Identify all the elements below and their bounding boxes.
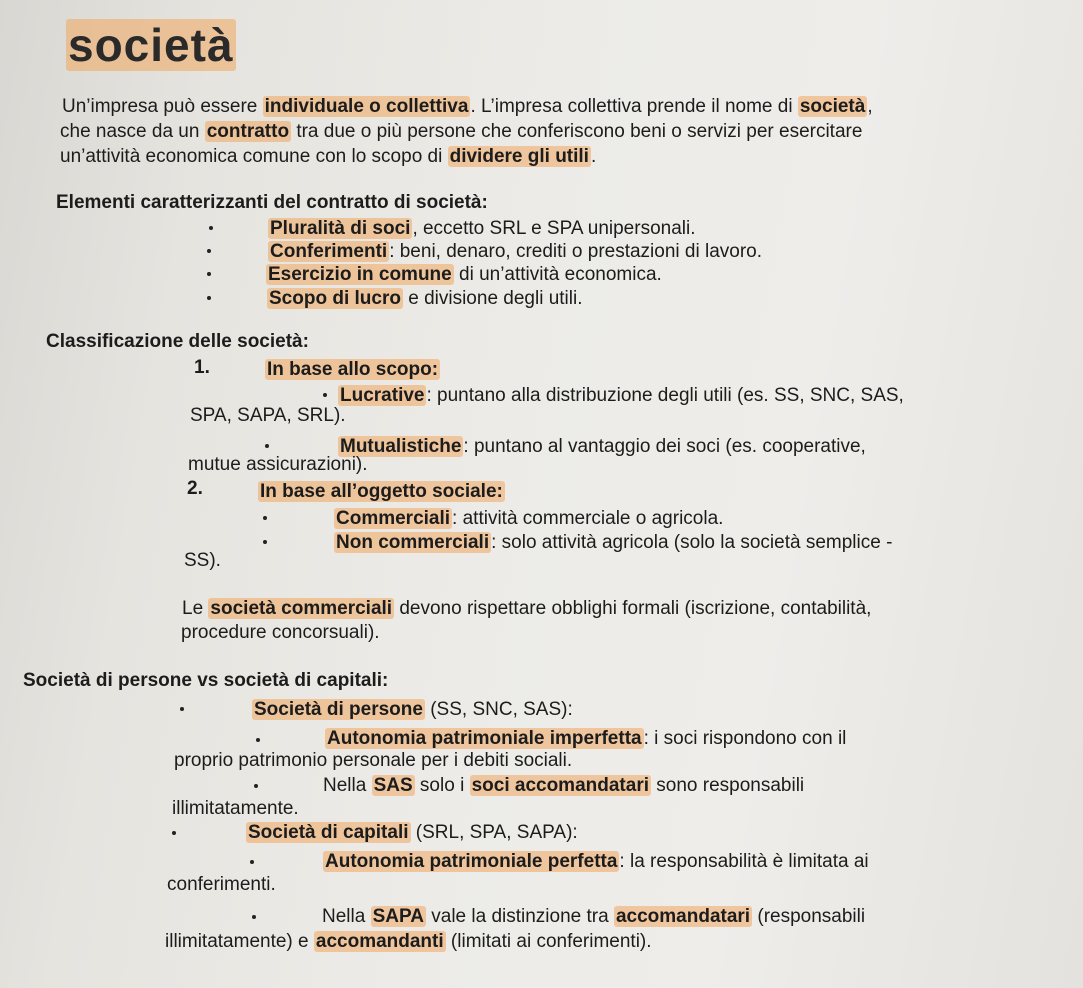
list-item-continuation: proprio patrimonio personale per i debiti sociali.: [174, 750, 573, 771]
list-item: Nella SAS solo i soci accomandatari sono responsabili: [323, 775, 805, 796]
list-number: 2.: [187, 478, 203, 499]
bullet-icon: [263, 540, 267, 544]
bullet-icon: [263, 516, 267, 520]
list-item-continuation: mutue assicurazioni).: [188, 454, 368, 475]
bullet-icon: [172, 831, 176, 835]
bullet-icon: [323, 393, 327, 397]
list-item: Esercizio in comune di un’attività economica.: [268, 264, 662, 285]
list-item: Conferimenti : beni, denaro, crediti o prestazioni di lavoro.: [270, 241, 763, 262]
bullet-icon: [252, 915, 256, 919]
intro-line-3: un’attività economica comune con lo scopo di dividere gli utili .: [60, 146, 597, 167]
section-heading-classificazione: Classificazione delle società:: [46, 331, 309, 352]
list-item-continuation: illimitatamente.: [172, 798, 299, 819]
list-item: Autonomia patrimoniale perfetta : la responsabilità è limitata ai: [325, 851, 869, 872]
list-item: Autonomia patrimoniale imperfetta : i soci rispondono con il: [327, 728, 847, 749]
bullet-icon: [265, 444, 269, 448]
bullet-icon: [250, 860, 254, 864]
subheading-scopo: In base allo scopo:: [267, 359, 439, 380]
bullet-icon: [254, 784, 258, 788]
page-title: società: [68, 19, 234, 71]
paragraph-line: Le società commerciali devono rispettare obblighi formali (iscrizione, contabilità,: [182, 598, 872, 619]
list-item: Mutualistiche : puntano al vantaggio dei soci (es. cooperative,: [340, 436, 866, 457]
bullet-icon: [180, 707, 184, 711]
bullet-icon: [207, 296, 211, 300]
subheading-oggetto: In base all’oggetto sociale:: [260, 481, 503, 502]
bullet-icon: [207, 272, 211, 276]
bullet-icon: [256, 738, 260, 742]
list-item: Lucrative : puntano alla distribuzione degli utili (es. SS, SNC, SAS,: [340, 385, 904, 406]
bullet-icon: [209, 226, 213, 230]
list-item: Nella SAPA vale la distinzione tra accomandatari (responsabili: [322, 906, 866, 927]
list-item: Pluralità di soci , eccetto SRL e SPA unipersonali.: [270, 218, 696, 239]
bullet-icon: [207, 249, 211, 253]
list-item-continuation: conferimenti.: [167, 874, 276, 895]
list-item: Commerciali : attività commerciale o agricola.: [336, 508, 724, 529]
list-item: Società di capitali (SRL, SPA, SAPA):: [248, 822, 578, 843]
intro-line-2: che nasce da un contratto tra due o più persone che conferiscono beni o servizi per esercitare: [60, 121, 863, 142]
section-heading-elementi: Elementi caratterizzanti del contratto di società:: [56, 192, 488, 213]
list-number: 1.: [194, 357, 210, 378]
list-item: Non commerciali : solo attività agricola (solo la società semplice -: [336, 532, 893, 553]
intro-line-1: Un’impresa può essere individuale o collettiva . L’impresa collettiva prende il nome di società ,: [62, 96, 873, 117]
list-item-continuation: SS).: [184, 550, 221, 571]
list-item: Società di persone (SS, SNC, SAS):: [254, 699, 573, 720]
paragraph-line: procedure concorsuali).: [181, 622, 380, 643]
list-item-continuation: SPA, SAPA, SRL).: [190, 405, 346, 426]
list-item-continuation: illimitatamente) e accomandanti (limitati ai conferimenti).: [165, 931, 652, 952]
section-heading-persone-capitali: Società di persone vs società di capitali:: [23, 670, 389, 691]
list-item: Scopo di lucro e divisione degli utili.: [269, 288, 583, 309]
